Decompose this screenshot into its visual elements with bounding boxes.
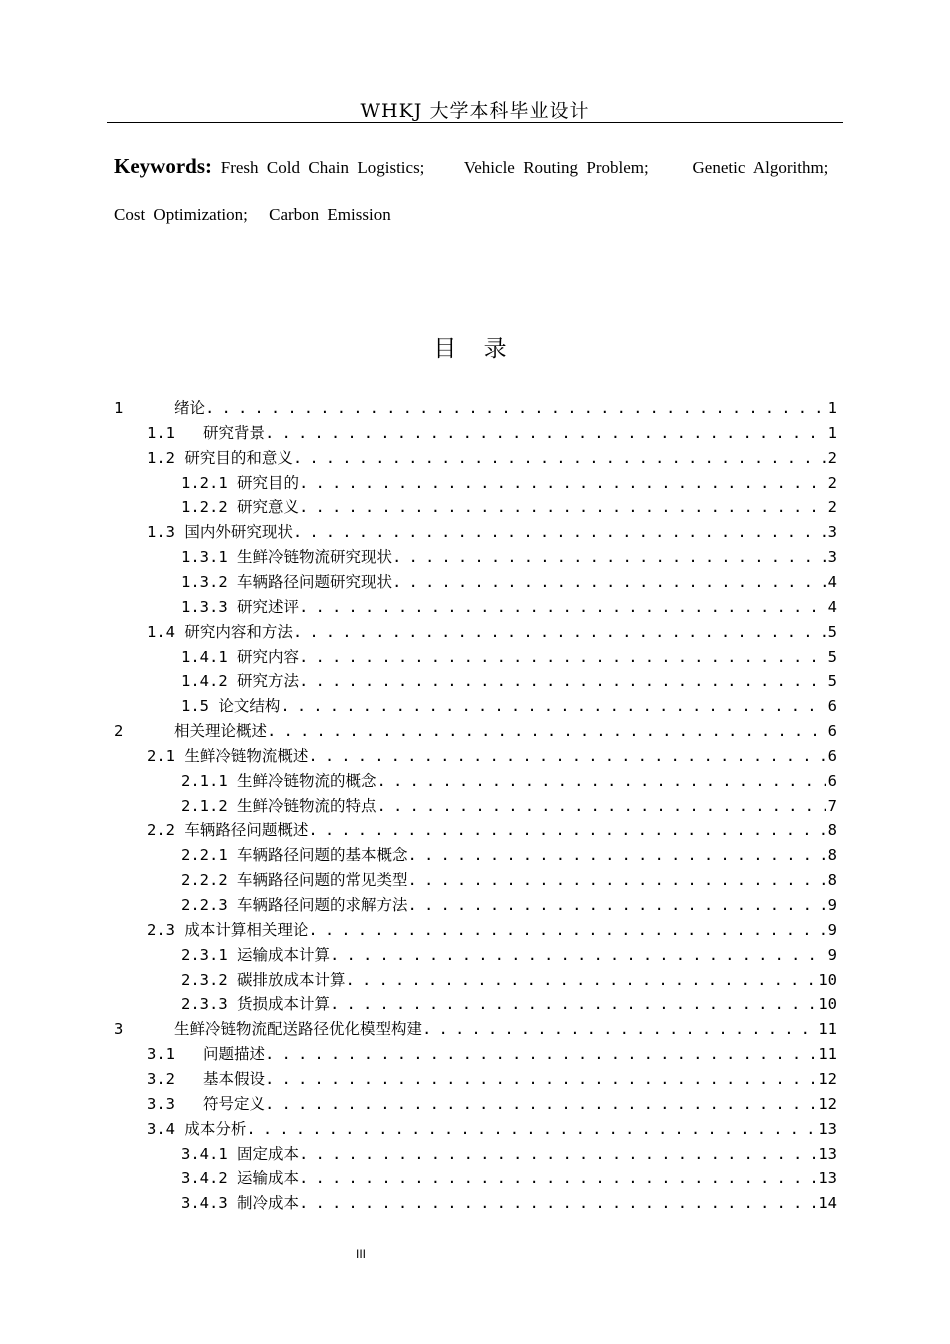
toc-entry-number: 2: [114, 722, 124, 740]
toc-entry-page: 6: [827, 697, 837, 715]
toc-entry[interactable]: [147, 1117, 837, 1141]
toc-entry-page: 13: [818, 1120, 837, 1138]
toc-entry-number: 3: [114, 1020, 124, 1038]
toc-entry-number: 1.4.1: [181, 648, 228, 666]
toc-entry-page: 4: [827, 598, 837, 616]
toc-entry[interactable]: [181, 893, 837, 917]
toc-dot-leader: [293, 520, 826, 544]
toc-entry-title: 研究目的: [237, 474, 300, 492]
toc-entry-number: 1.4.2: [181, 672, 228, 690]
toc-entry-title: 国内外研究现状: [184, 523, 293, 541]
toc-entry[interactable]: [147, 620, 837, 644]
toc-entry-title: 货损成本计算: [237, 995, 331, 1013]
toc-entry-number: 3.1: [147, 1045, 175, 1063]
toc-entry-title: 生鲜冷链物流概述: [184, 747, 309, 765]
toc-entry-title: 运输成本计算: [237, 946, 331, 964]
toc-entry-number: 1.1: [147, 424, 175, 442]
toc-entry-page: 8: [827, 871, 837, 889]
toc-entry[interactable]: [181, 570, 837, 594]
toc-entry-title: 生鲜冷链物流研究现状: [237, 548, 393, 566]
toc-entry-number: 1.3.3: [181, 598, 228, 616]
toc-dot-leader: [308, 818, 825, 842]
toc-entry-page: 3: [827, 548, 837, 566]
toc-dot-leader: [308, 744, 825, 768]
toc-dot-leader: [346, 968, 817, 992]
toc-entry-title: 车辆路径问题概述: [184, 821, 309, 839]
toc-dot-leader: [265, 1092, 816, 1116]
header-divider: [107, 122, 843, 123]
keywords-paragraph: [114, 143, 837, 238]
toc-entry[interactable]: [147, 918, 837, 942]
toc-entry-number: 2.2.3: [181, 896, 228, 914]
toc-entry-page: 10: [818, 995, 837, 1013]
toc-entry-number: 1.3.2: [181, 573, 228, 591]
toc-entry-title: 研究述评: [237, 598, 300, 616]
toc-title: 目 录: [433, 336, 517, 362]
toc-entry-title: 车辆路径问题的基本概念: [237, 846, 408, 864]
keyword-term: Fresh Cold Chain Logistics;: [220, 158, 425, 177]
toc-dot-leader: [299, 1191, 816, 1215]
toc-entry-title: 生鲜冷链物流的概念: [237, 772, 377, 790]
toc-entry[interactable]: [147, 446, 837, 470]
toc-entry[interactable]: [147, 1067, 837, 1091]
toc-dot-leader: [280, 694, 825, 718]
toc-entry[interactable]: [181, 645, 837, 669]
toc-entry-page: 2: [827, 449, 837, 467]
toc-dot-leader: [265, 1042, 816, 1066]
toc-entry-page: 5: [827, 623, 837, 641]
toc-entry-number: 2.1: [147, 747, 175, 765]
toc-entry[interactable]: [147, 520, 837, 544]
keyword-term: Vehicle Routing Problem;: [463, 158, 649, 177]
keyword-term: Cost Optimization;: [114, 205, 248, 224]
toc-entry-page: 6: [827, 722, 837, 740]
toc-entry-number: 2.2.2: [181, 871, 228, 889]
toc-entry[interactable]: [181, 545, 837, 569]
toc-entry[interactable]: [181, 1166, 837, 1190]
toc-dot-leader: [265, 1067, 816, 1091]
toc-entry-number: 1.2.1: [181, 474, 228, 492]
toc-dot-leader: [299, 595, 826, 619]
toc-dot-leader: [299, 669, 826, 693]
toc-entry-title: 研究内容: [237, 648, 300, 666]
toc-entry-page: 5: [827, 672, 837, 690]
toc-entry-title: 车辆路径问题的常见类型: [237, 871, 408, 889]
toc-entry-page: 1: [827, 399, 837, 417]
toc-entry[interactable]: [181, 595, 837, 619]
toc-entry-number: 2.2.1: [181, 846, 228, 864]
toc-entry-number: 3.4: [147, 1120, 175, 1138]
toc-entry-title: 论文结构: [218, 697, 281, 715]
toc-entry-number: 1.3: [147, 523, 175, 541]
toc-entry-title: 研究内容和方法: [184, 623, 293, 641]
toc-dot-leader: [330, 943, 826, 967]
toc-entry[interactable]: [181, 694, 837, 718]
toc-dot-leader: [299, 1142, 816, 1166]
toc-entry-number: 1: [114, 399, 124, 417]
toc-dot-leader: [205, 396, 826, 420]
toc-dot-leader: [299, 471, 826, 495]
toc-entry-title: 基本假设: [203, 1070, 266, 1088]
toc-dot-leader: [377, 794, 826, 818]
toc-entry[interactable]: [147, 1092, 837, 1116]
toc-entry-page: 11: [818, 1045, 837, 1063]
toc-entry-page: 2: [827, 498, 837, 516]
toc-entry[interactable]: [147, 818, 837, 842]
toc-dot-leader: [330, 992, 816, 1016]
toc-entry-number: 2.3.3: [181, 995, 228, 1013]
toc-entry[interactable]: [147, 421, 837, 445]
toc-entry-title: 运输成本: [237, 1169, 300, 1187]
toc-entry[interactable]: [181, 868, 837, 892]
toc-entry[interactable]: [181, 669, 837, 693]
toc-entry-number: 2.1.2: [181, 797, 228, 815]
page-header-title: WHKJ 大学本科毕业设计: [360, 100, 590, 122]
toc-entry-page: 14: [818, 1194, 837, 1212]
toc-dot-leader: [377, 769, 826, 793]
keyword-term: Genetic Algorithm;: [692, 158, 829, 177]
toc-entry-number: 1.5: [181, 697, 209, 715]
toc-entry-page: 9: [827, 946, 837, 964]
toc-entry[interactable]: [181, 992, 837, 1016]
toc-entry-title: 研究目的和意义: [184, 449, 293, 467]
toc-dot-leader: [308, 918, 825, 942]
toc-entry[interactable]: [181, 1191, 837, 1215]
toc-entry[interactable]: [181, 968, 837, 992]
keyword-term: Carbon Emission: [269, 205, 391, 224]
toc-entry[interactable]: [181, 943, 837, 967]
toc-entry-number: 3.4.1: [181, 1145, 228, 1163]
toc-dot-leader: [422, 1017, 816, 1041]
toc-entry-number: 3.4.2: [181, 1169, 228, 1187]
toc-dot-leader: [299, 1166, 816, 1190]
page-number: III: [356, 1247, 367, 1261]
toc-entry-number: 2.3.2: [181, 971, 228, 989]
toc-entry[interactable]: [181, 843, 837, 867]
toc-entry-title: 成本分析: [184, 1120, 247, 1138]
toc-entry-page: 6: [827, 772, 837, 790]
toc-entry-number: 2.1.1: [181, 772, 228, 790]
toc-entry-page: 4: [827, 573, 837, 591]
toc-entry-number: 2.2: [147, 821, 175, 839]
toc-entry-title: 制冷成本: [237, 1194, 300, 1212]
toc-dot-leader: [392, 570, 826, 594]
toc-entry-title: 研究背景: [203, 424, 266, 442]
keywords-label: Keywords:: [114, 154, 212, 178]
toc-entry-title: 车辆路径问题的求解方法: [237, 896, 408, 914]
toc-entry[interactable]: [181, 471, 837, 495]
toc-entry[interactable]: [147, 744, 837, 768]
toc-entry-title: 研究方法: [237, 672, 300, 690]
toc-entry-number: 1.2.2: [181, 498, 228, 516]
toc-entry-number: 2.3: [147, 921, 175, 939]
toc-entry-page: 2: [827, 474, 837, 492]
toc-entry-number: 3.3: [147, 1095, 175, 1113]
toc-entry-number: 1.4: [147, 623, 175, 641]
toc-entry-page: 8: [827, 821, 837, 839]
toc-dot-leader: [408, 843, 826, 867]
toc-dot-leader: [246, 1117, 816, 1141]
toc-entry[interactable]: [181, 794, 837, 818]
toc-entry-page: 3: [827, 523, 837, 541]
toc-entry[interactable]: [147, 1042, 837, 1066]
toc-dot-leader: [299, 645, 826, 669]
toc-dot-leader: [293, 620, 826, 644]
toc-entry-page: 1: [827, 424, 837, 442]
toc-entry-title: 问题描述: [203, 1045, 266, 1063]
toc-entry-page: 7: [827, 797, 837, 815]
toc-dot-leader: [408, 868, 826, 892]
toc-entry-title: 生鲜冷链物流的特点: [237, 797, 377, 815]
toc-entry[interactable]: [181, 495, 837, 519]
toc-entry-page: 11: [818, 1020, 837, 1038]
toc-entry[interactable]: [114, 396, 837, 420]
toc-entry-title: 绪论: [174, 399, 206, 417]
toc-entry-title: 车辆路径问题研究现状: [237, 573, 393, 591]
toc-entry-page: 5: [827, 648, 837, 666]
toc-entry-number: 3.4.3: [181, 1194, 228, 1212]
toc-entry-page: 10: [818, 971, 837, 989]
toc-entry[interactable]: [114, 719, 837, 743]
toc-entry[interactable]: [181, 769, 837, 793]
toc-entry[interactable]: [114, 1017, 837, 1041]
toc-dot-leader: [408, 893, 826, 917]
toc-dot-leader: [392, 545, 826, 569]
toc-entry-number: 2.3.1: [181, 946, 228, 964]
toc-entry-title: 研究意义: [237, 498, 300, 516]
toc-entry[interactable]: [181, 1142, 837, 1166]
toc-entry-page: 13: [818, 1145, 837, 1163]
toc-entry-title: 生鲜冷链物流配送路径优化模型构建: [174, 1020, 423, 1038]
toc-entry-number: 1.3.1: [181, 548, 228, 566]
toc-entry-title: 碳排放成本计算: [237, 971, 346, 989]
toc-entry-title: 固定成本: [237, 1145, 300, 1163]
toc-entry-title: 符号定义: [203, 1095, 266, 1113]
toc-dot-leader: [293, 446, 826, 470]
toc-entry-title: 相关理论概述: [174, 722, 268, 740]
toc-entry-page: 12: [818, 1095, 837, 1113]
toc-entry-title: 成本计算相关理论: [184, 921, 309, 939]
toc-entry-number: 3.2: [147, 1070, 175, 1088]
toc-entry-page: 9: [827, 921, 837, 939]
toc-entry-page: 9: [827, 896, 837, 914]
toc-entry-page: 6: [827, 747, 837, 765]
toc-entry-page: 12: [818, 1070, 837, 1088]
toc-entry-number: 1.2: [147, 449, 175, 467]
toc-dot-leader: [265, 421, 826, 445]
toc-entry-page: 8: [827, 846, 837, 864]
toc-dot-leader: [267, 719, 826, 743]
toc-dot-leader: [299, 495, 826, 519]
toc-entry-page: 13: [818, 1169, 837, 1187]
